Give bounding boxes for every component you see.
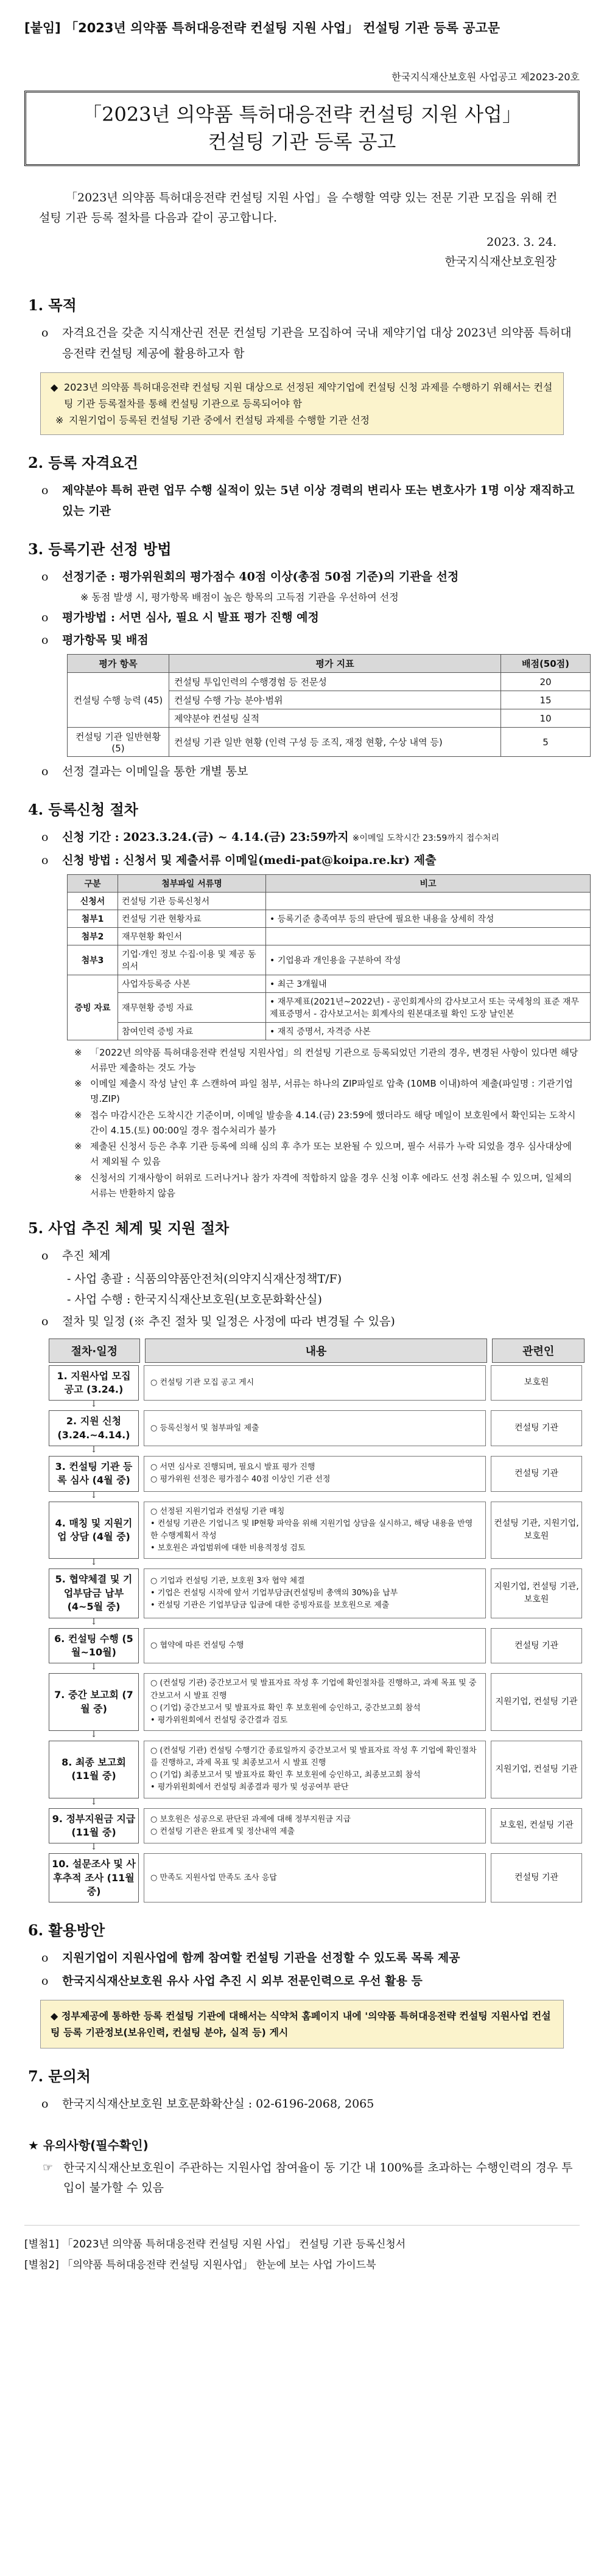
criteria-bullet [41, 567, 580, 587]
criteria-text: 선정기준 : 평가위원회의 평가점수 40점 이상(총점 50점 기준)의 기관을 선정 [62, 569, 459, 583]
flow-step-name: 10. 설문조사 및 사후추적 조사 (11월 중) [49, 1853, 139, 1902]
table-row [68, 673, 591, 691]
flow-header [49, 1338, 585, 1363]
system-executor: - 사업 수행 : 한국지식재산보호원(보호문화확산실) [67, 1292, 322, 1306]
flow-step-content: ○ 선정된 지원기업과 컨설팅 기관 매칭 • 컨설팅 기관은 기업니즈 및 IP현황 파악을 위해 지원기업 상담을 실시하고, 해당 내용을 반영한 수행계획서 작성 • 보호원은 과업범위에 대한 비용적정성 검토 [144, 1502, 486, 1559]
documents-table [67, 874, 591, 1040]
flow-step-person: 보호원, 컨설팅 기관 [491, 1808, 582, 1844]
flow-step-person: 지원기업, 컨설팅 기관 [491, 1673, 582, 1731]
flow-step-name: 8. 최종 보고회 (11월 중) [49, 1741, 139, 1798]
reference-mark: ※ [55, 414, 64, 426]
flow-step [49, 1456, 585, 1492]
flow-step-person: 컨설팅 기관, 지원기업, 보호원 [491, 1502, 582, 1559]
table-cell: 컨설팅 기관 현황자료 [118, 910, 266, 927]
bullet-mark: o [41, 1974, 49, 1988]
bullet-mark: o [41, 484, 49, 498]
col-header-score: 배점(50점) [501, 655, 591, 673]
flow-step-person: 컨설팅 기관 [491, 1410, 582, 1446]
flow-step-content: ○ 서면 심사로 진행되며, 필요시 발표 평가 진행 ○ 평가위원 선정은 평가점수 40점 이상인 기관 선정 [144, 1456, 486, 1492]
table-cell: 컨설팅 기관 일반현황 (5) [68, 728, 169, 757]
section-2-text: 제약분야 특허 관련 업무 수행 실적이 있는 5년 이상 경력의 변리사 또는 변호사가 1명 이상 재직하고 있는 기관 [62, 484, 575, 518]
table-cell: 5 [501, 728, 591, 757]
bullet-mark: o [41, 1249, 49, 1263]
table-row [68, 728, 591, 757]
reference-mark: ※ [74, 1172, 82, 1183]
col-header-group: 구분 [68, 874, 118, 892]
table-cell: 사업자등록증 사본 [118, 975, 266, 992]
flow-header-step: 절차·일정 [49, 1338, 140, 1363]
flow-header-person: 관련인 [492, 1338, 585, 1363]
attachment-item-1[interactable]: [별첨1] 「2023년 의약품 특허대응전략 컨설팅 지원 사업」 컨설팅 기관 등록신청서 [24, 2238, 406, 2251]
bullet-mark: o [41, 569, 49, 583]
reference-mark: ※ [74, 1141, 82, 1152]
col-header-indicator: 평가 지표 [169, 655, 501, 673]
section-3-title: 3. 등록기관 선정 방법 [28, 540, 172, 558]
note-text: 이메일 제출시 작성 날인 후 스캔하여 파일 첨부, 서류는 하나의 ZIP파일로 압축 (10MB 이내)하여 제출(파일명 : 기관기업명.ZIP) [90, 1078, 573, 1105]
section-2-bullet [41, 481, 580, 521]
system-overall: - 사업 총괄 : 식품의약품안전처(의약지식재산정책T/F) [67, 1272, 342, 1286]
usage-bullet [41, 1948, 580, 1968]
down-arrow-icon: ↓ [90, 1729, 97, 1739]
flow-step-content: ○ 협약에 따른 컨설팅 수행 [144, 1628, 486, 1664]
title-box [24, 91, 580, 166]
flow-step [49, 1502, 585, 1559]
pointing-hand-icon: ☞ [43, 2160, 54, 2174]
result-text: 선정 결과는 이메일을 통한 개별 통보 [62, 765, 248, 779]
period-text: 신청 기간 : 2023.3.24.(금) ~ 4.14.(금) 23:59까지 [62, 830, 349, 844]
reference-mark: ※ [74, 1109, 82, 1121]
period-bullet [41, 827, 580, 848]
table-cell: • 재무제표(2021년~2022년) - 공인회계사의 감사보고서 또는 국세청의 표준 재무제표증명서 - 감사보고서는 회계사의 원본대조필 확인 도장 날인본 [266, 992, 591, 1022]
table-row [68, 1022, 591, 1040]
purpose-highlight-box [40, 372, 564, 436]
procedure-flowchart [49, 1338, 585, 1903]
bullet-mark: o [41, 610, 49, 624]
flow-step-content: ○ 기업과 컨설팅 기관, 보호원 3자 협약 체결 • 기업은 컨설팅 시작에 앞서 기업부담금(컨설팅비 총액의 30%)을 납부 • 컨설팅 기관은 기업부담금 입금에 대한 증빙자료를 보호원으로 제출 [144, 1568, 486, 1618]
table-row [68, 927, 591, 945]
section-4-title: 4. 등록신청 절차 [28, 801, 138, 819]
table-cell: 신청서 [68, 892, 118, 910]
table-cell: 첨부1 [68, 910, 118, 927]
bullet-mark: o [41, 1315, 49, 1329]
caution-text: 한국지식재산보호원이 주관하는 지원사업 참여율이 동 기간 내 100%를 초과하는 수행인력의 경우 투입이 불가할 수 있음 [63, 2160, 573, 2195]
flow-step-content: ○ 컨설팅 기관 모집 공고 게시 [144, 1365, 486, 1401]
table-cell: 재무현황 확인서 [118, 927, 266, 945]
flow-step-name: 9. 정부지원금 지급 (11월 중) [49, 1808, 139, 1844]
flow-step-person: 지원기업, 컨설팅 기관, 보호원 [491, 1568, 582, 1618]
table-cell: 증빙 자료 [68, 975, 118, 1040]
table-cell: 컨설팅 기관 등록신청서 [118, 892, 266, 910]
usage-highlight-box [40, 2000, 564, 2049]
diamond-icon: ◆ [51, 2010, 58, 2022]
system-bullet [41, 1246, 580, 1266]
flow-step-person: 컨설팅 기관 [491, 1628, 582, 1664]
section-5-title: 5. 사업 추진 체계 및 지원 절차 [28, 1219, 230, 1238]
flow-step-content: ○ (컨설팅 기관) 컨설팅 수행기간 종료일까지 중간보고서 및 발표자료 작성 후 기업에 확인절차를 진행하고, 과제 목표 및 최종보고서 시 발표 진행 ○ (기업) 최종보고서 및 발표자료 확인 후 보호원에 승인하고, 최종보고회 참석 • 평가위원회에서 컨설팅 최종결과 평가 및 성공여부 판단 [144, 1741, 486, 1798]
contact-bullet [41, 2094, 580, 2114]
reference-mark: ※ [74, 1046, 82, 1058]
down-arrow-icon: ↓ [90, 1662, 97, 1673]
table-cell: 컨설팅 투입인력의 수행경험 등 전문성 [169, 673, 501, 691]
issuing-organization: 한국지식재산보호원장 [444, 255, 557, 269]
table-cell: 컨설팅 기관 일반 현황 (인력 구성 등 조직, 재정 현황, 수상 내역 등) [169, 728, 501, 757]
usage-box-text: 정부제공에 통하한 등록 컨설팅 기관에 대해서는 식약처 홈페이지 내에 '의약품 특허대응전략 컨설팅 지원사업 컨설팅 등록 기관정보(보유인력, 컨설팅 분야, 실적 등) 게시 [51, 2010, 551, 2039]
flow-step-name: 3. 컨설팅 기관 등록 심사 (4월 중) [49, 1456, 139, 1492]
table-cell: 재무현황 증빙 자료 [118, 992, 266, 1022]
flow-step [49, 1673, 585, 1731]
title-line-1: 「2023년 의약품 특허대응전략 컨설팅 지원 사업」 [82, 103, 522, 126]
flow-step-person: 컨설팅 기관 [491, 1853, 582, 1902]
application-note [74, 1045, 580, 1076]
note-text: 신청서의 기재사항이 허위로 드러나거나 참가 자격에 적합하지 않을 경우 신청 이후 에라도 선정 취소될 수 있으며, 일체의 서류는 반환하지 않음 [90, 1172, 572, 1199]
purpose-box-text: 2023년 의약품 특허대응전략 컨설팅 지원 대상으로 선정된 제약기업에 컨설팅 신청 과제를 수행하기 위해서는 컨설팅 기관 등록절차를 통해 컨설팅 기관으로 등록되어야 함 [64, 381, 553, 409]
flow-step-person: 컨설팅 기관 [491, 1456, 582, 1492]
scoring-text: 평가항목 및 배점 [62, 633, 149, 647]
scoring-bullet [41, 630, 580, 650]
flow-step-name: 1. 지원사업 모집 공고 (3.24.) [49, 1365, 139, 1401]
down-arrow-icon: ↓ [90, 1842, 97, 1853]
reference-mark: ※ [74, 1078, 82, 1090]
diamond-icon: ◆ [51, 381, 58, 393]
table-cell: • 재직 증명서, 자격증 사본 [266, 1022, 591, 1040]
flow-step-name: 4. 매칭 및 지원기업 상담 (4월 중) [49, 1502, 139, 1559]
flow-step-person: 보호원 [491, 1365, 582, 1401]
usage-bullet [41, 1971, 580, 1991]
table-cell: 기업·개인 정보 수집·이용 및 제공 동의서 [118, 945, 266, 975]
section-2-title: 2. 등록 자격요건 [28, 454, 138, 472]
system-text: 추진 체계 [62, 1249, 111, 1263]
table-cell: 10 [501, 709, 591, 728]
caution-title: ★ 유의사항(필수확인) [28, 2137, 149, 2153]
note-text: 접수 마감시간은 도착시간 기준이며, 이메일 발송을 4.14.(금) 23:59에 했더라도 해당 메일이 보호원에서 확인되는 도착시간이 4.15.(토) 00:00일 경우 접수처리가 불가 [90, 1109, 576, 1136]
usage-text-1: 지원기업이 지원사업에 함께 참여할 컨설팅 기관을 선정할 수 있도록 목록 제공 [62, 1951, 460, 1965]
method-text: 평가방법 : 서면 심사, 필요 시 발표 평가 진행 예정 [62, 610, 319, 624]
flow-header-content: 내용 [145, 1338, 488, 1363]
section-1-text: 자격요건을 갖춘 지식재산권 전문 컨설팅 기관을 모집하여 국내 제약기업 대상 2023년 의약품 특허대응전략 컨설팅 제공에 활용하고자 함 [62, 326, 572, 360]
flow-step [49, 1568, 585, 1618]
flow-step-name: 7. 중간 보고회 (7월 중) [49, 1673, 139, 1731]
period-note: ※이메일 도착시간 23:59까지 접수처리 [352, 834, 499, 844]
flow-step [49, 1853, 585, 1902]
table-row [68, 945, 591, 975]
down-arrow-icon: ↓ [90, 1558, 97, 1568]
bullet-mark: o [41, 765, 49, 779]
application-note [74, 1076, 580, 1107]
table-cell: 20 [501, 673, 591, 691]
bullet-mark: o [41, 633, 49, 647]
flow-step-person: 지원기업, 컨설팅 기관 [491, 1741, 582, 1798]
title-line-2: 컨설팅 기관 등록 공고 [208, 130, 396, 153]
col-header-doc: 첨부파일 서류명 [118, 874, 266, 892]
flow-step-content: ○ (컨설팅 기관) 중간보고서 및 발표자료 작성 후 기업에 확인절차를 진행하고, 과제 목표 및 중간보고서 시 발표 진행 ○ (기업) 중간보고서 및 발표자료 확인 후 보호원에 승인하고, 중간보고회 참석 • 평가위원회에서 컨설팅 중간결과 검토 [144, 1673, 486, 1731]
section-1-bullet [41, 323, 580, 364]
table-row [68, 975, 591, 992]
flow-step [49, 1410, 585, 1446]
section-6-title: 6. 활용방안 [28, 1921, 105, 1940]
table-cell: • 기업용과 개인용을 구분하여 작성 [266, 945, 591, 975]
table-cell: • 등록기준 충족여부 등의 판단에 필요한 내용을 상세히 작성 [266, 910, 591, 927]
flow-step-name: 5. 협약체결 및 기업부담금 납부 (4~5월 중) [49, 1568, 139, 1618]
procedure-text: 절차 및 일정 (※ 추진 절차 및 일정은 사정에 따라 변경될 수 있음) [62, 1315, 395, 1329]
contact-text: 한국지식재산보호원 보호문화확산실 : 02-6196-2068, 2065 [62, 2097, 374, 2111]
flow-step [49, 1741, 585, 1798]
down-arrow-icon: ↓ [90, 1617, 97, 1627]
application-note [74, 1139, 580, 1169]
result-bullet [41, 762, 580, 782]
flow-step [49, 1808, 585, 1844]
flow-step [49, 1628, 585, 1664]
document-number: 한국지식재산보호원 사업공고 제2023-20호 [392, 71, 580, 83]
attachment-header: [붙임] 「2023년 의약품 특허대응전략 컨설팅 지원 사업」 컨설팅 기관 등록 공고문 [24, 21, 500, 35]
table-cell: 첨부2 [68, 927, 118, 945]
application-note [74, 1108, 580, 1138]
down-arrow-icon: ↓ [90, 1490, 97, 1500]
col-header-item: 평가 항목 [68, 655, 169, 673]
table-row [68, 910, 591, 927]
table-cell: 제약분야 컨설팅 실적 [169, 709, 501, 728]
bullet-mark: o [41, 853, 49, 867]
table-cell: 15 [501, 691, 591, 709]
section-7-title: 7. 문의처 [28, 2067, 91, 2086]
purpose-box-sub: 지원기업이 등록된 컨설팅 기관 중에서 컨설팅 과제를 수행할 기관 선정 [69, 414, 370, 426]
note-text: 「2022년 의약품 특허대응전략 컨설팅 지원사업」의 컨설팅 기관으로 등록되었던 기관의 경우, 변경된 사항이 있다면 해당 서류만 제출하는 것도 가능 [90, 1046, 578, 1073]
bullet-mark: o [41, 830, 49, 844]
flow-step [49, 1365, 585, 1401]
caution-line [43, 2158, 580, 2199]
table-cell [266, 892, 591, 910]
procedure-bullet [41, 1312, 580, 1332]
attachment-list [24, 2225, 580, 2275]
attachment-item-2[interactable]: [별첨2] 「의약품 특허대응전략 컨설팅 지원사업」 한눈에 보는 사업 가이드북 [24, 2259, 376, 2272]
flow-step-content: ○ 등록신청서 및 첨부파일 제출 [144, 1410, 486, 1446]
bullet-mark: o [41, 1951, 49, 1965]
flow-step-content: ○ 보호원은 성공으로 판단된 과제에 대해 정부지원금 지급 ○ 컨설팅 기관은 완료계 및 정산내역 제출 [144, 1808, 486, 1844]
table-cell: 컨설팅 수행 능력 (45) [68, 673, 169, 728]
down-arrow-icon: ↓ [90, 1797, 97, 1807]
table-cell: 참여인력 증빙 자료 [118, 1022, 266, 1040]
usage-text-2: 한국지식재산보호원 유사 사업 추진 시 외부 전문인력으로 우선 활용 등 [62, 1974, 423, 1988]
down-arrow-icon: ↓ [90, 1399, 97, 1410]
intro-paragraph: 「2023년 의약품 특허대응전략 컨설팅 지원 사업」을 수행할 역량 있는 전문 기관 모집을 위해 컨설팅 기관 등록 절차를 다음과 같이 공고합니다. [39, 190, 558, 225]
method-email-text: 신청 방법 : 신청서 및 제출서류 이메일(medi-pat@koipa.re.kr) 제출 [62, 853, 437, 867]
tie-break-note: ※ 동점 발생 시, 평가항목 배점이 높은 항목의 고득점 기관을 우선하여 선정 [80, 591, 399, 604]
application-note [74, 1171, 580, 1201]
notice-date: 2023. 3. 24. [486, 235, 557, 249]
table-cell: • 최근 3개월내 [266, 975, 591, 992]
flow-step-name: 2. 지원 신청 (3.24.~4.14.) [49, 1410, 139, 1446]
method-email-bullet [41, 851, 580, 871]
table-row [68, 892, 591, 910]
bullet-mark: o [41, 2097, 49, 2111]
method-bullet [41, 608, 580, 628]
col-header-note: 비고 [266, 874, 591, 892]
table-cell [266, 927, 591, 945]
note-text: 제출된 신청서 등은 추후 기관 등록에 의해 심의 후 추가 또는 보완될 수 있으며, 필수 서류가 누락 되었을 경우 심사대상에서 제외될 수 있음 [90, 1141, 572, 1168]
table-cell: 컨설팅 수행 가능 분야·범위 [169, 691, 501, 709]
section-1-title: 1. 목적 [28, 296, 77, 315]
table-cell: 첨부3 [68, 945, 118, 975]
table-row [68, 992, 591, 1022]
flow-step-name: 6. 컨설팅 수행 (5월~10월) [49, 1628, 139, 1664]
scoring-table [67, 654, 591, 757]
bullet-mark: o [41, 326, 49, 340]
down-arrow-icon: ↓ [90, 1445, 97, 1455]
flow-step-content: ○ 만족도 지원사업 만족도 조사 응답 [144, 1853, 486, 1902]
